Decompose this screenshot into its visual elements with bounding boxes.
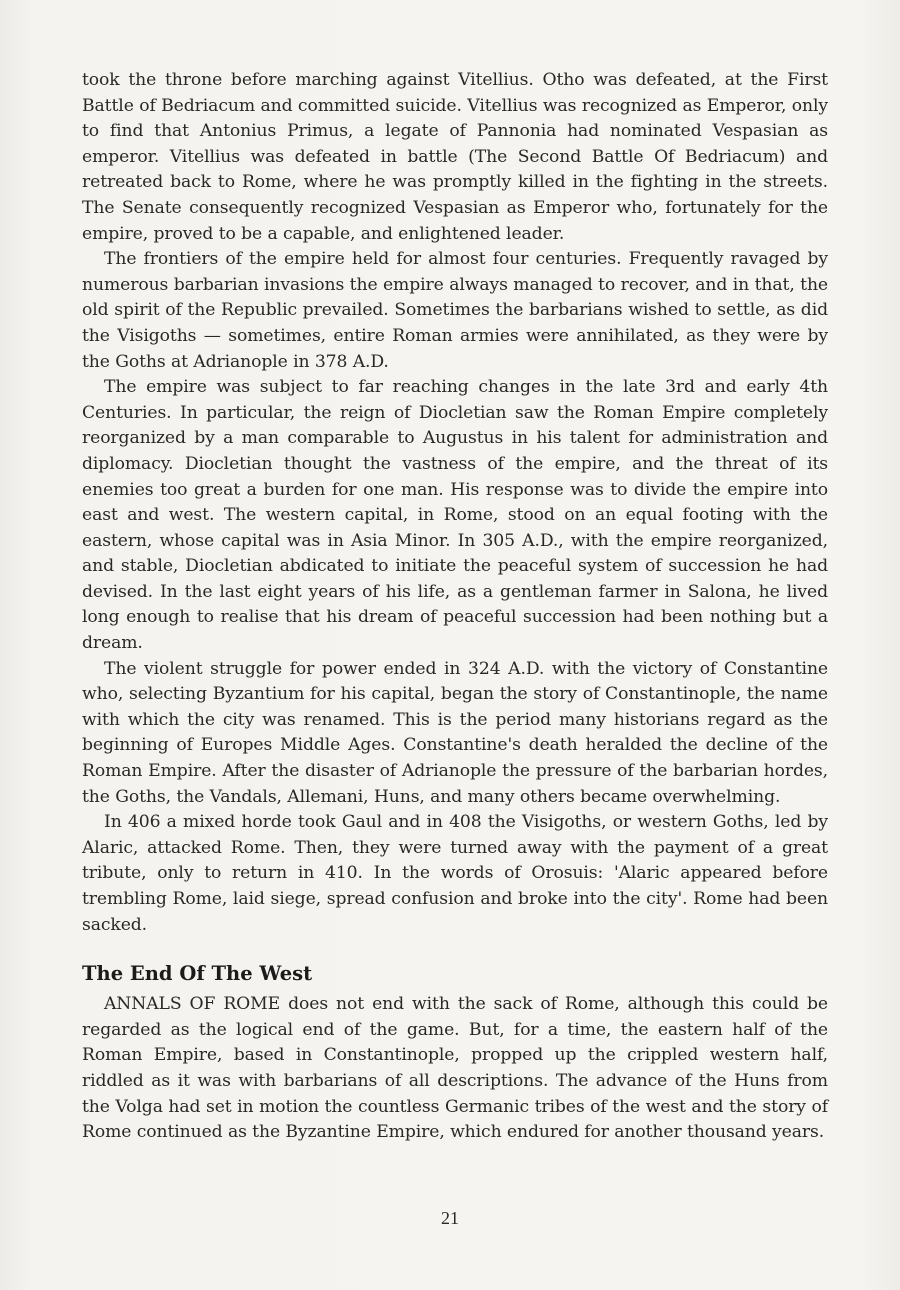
paragraph-sack-of-rome: In 406 a mixed horde took Gaul and in 408 the Visigoths, or western Goths, led by Alaric, attacked Rome. Then, they were turned away with the payment of a great tribute, only to return in 410. In the words of Orosuis: 'Alaric appeared before trembling Rome, laid siege, spread confusion and broke into the city'. Rome had been sacked.	[82, 812, 828, 935]
paragraph-end-of-west: ANNALS OF ROME does not end with the sack of Rome, although this could be regarded as the logical end of the game. But, for a time, the eastern half of the Roman Empire, based in Constantinople, propped up the crippled western half, riddled as it was with barbarians of all descriptions. The advance of the Huns from the Volga had set in motion the countless Germanic tribes of the west and the story of Rome continued as the Byzantine Empire, which endured for another thousand years.	[82, 994, 828, 1143]
paragraph-otho-vitellius: took the throne before marching against Vitellius. Otho was defeated, at the First Battle of Bedriacum and committed suicide. Vitellius was recognized as Emperor, only to find that Antonius Primus, a legate of Pannonia had nominated Vespasian as emperor. Vitellius was defeated in battle (The Second Battle Of Bedriacum) and retreated back to Rome, where he was promptly killed in the fighting in the streets. The Senate consequently recognized Vespasian as Emperor who, fortunately for the empire, proved to be a capable, and enlightened leader.	[82, 70, 828, 244]
paragraph-constantine: The violent struggle for power ended in 324 A.D. with the victory of Constantine who, selecting Byzantium for his capital, began the story of Constantinople, the name with which the city was renamed. This is the period many historians regard as the beginning of Europes Middle Ages. Constantine's death heralded the decline of the Roman Empire. After the disaster of Adrianople the pressure of the barbarian hordes, the Goths, the Vandals, Allemani, Huns, and many others became overwhelming.	[82, 658, 828, 807]
section-heading: The End Of The West	[82, 962, 313, 986]
page-number: 21	[441, 1208, 459, 1228]
paragraph-frontiers: The frontiers of the empire held for almost four centuries. Frequently ravaged by numerous barbarian invasions the empire always managed to recover, and in that, the old spirit of the Republic prevailed. Sometimes the barbarians wished to settle, as did the Visigoths — sometimes, entire Roman armies were annihilated, as they were by the Goths at Adrianople in 378 A.D.	[82, 249, 828, 372]
document-body	[82, 68, 828, 1146]
paragraph-diocletian: The empire was subject to far reaching changes in the late 3rd and early 4th Centuries. In particular, the reign of Diocletian saw the Roman Empire completely reorganized by a man comparable to Augustus in his talent for administration and diplomacy. Diocletian thought the vastness of the empire, and the threat of its enemies too great a burden for one man. His response was to divide the empire into east and west. The western capital, in Rome, stood on an equal footing with the eastern, whose capital was in Asia Minor. In 305 A.D., with the empire reorganized, and stable, Diocletian abdicated to initiate the peaceful system of succession he had devised. In the last eight years of his life, as a gentleman farmer in Salona, he lived long enough to realise that his dream of peaceful succession had been nothing but a dream.	[82, 377, 828, 654]
